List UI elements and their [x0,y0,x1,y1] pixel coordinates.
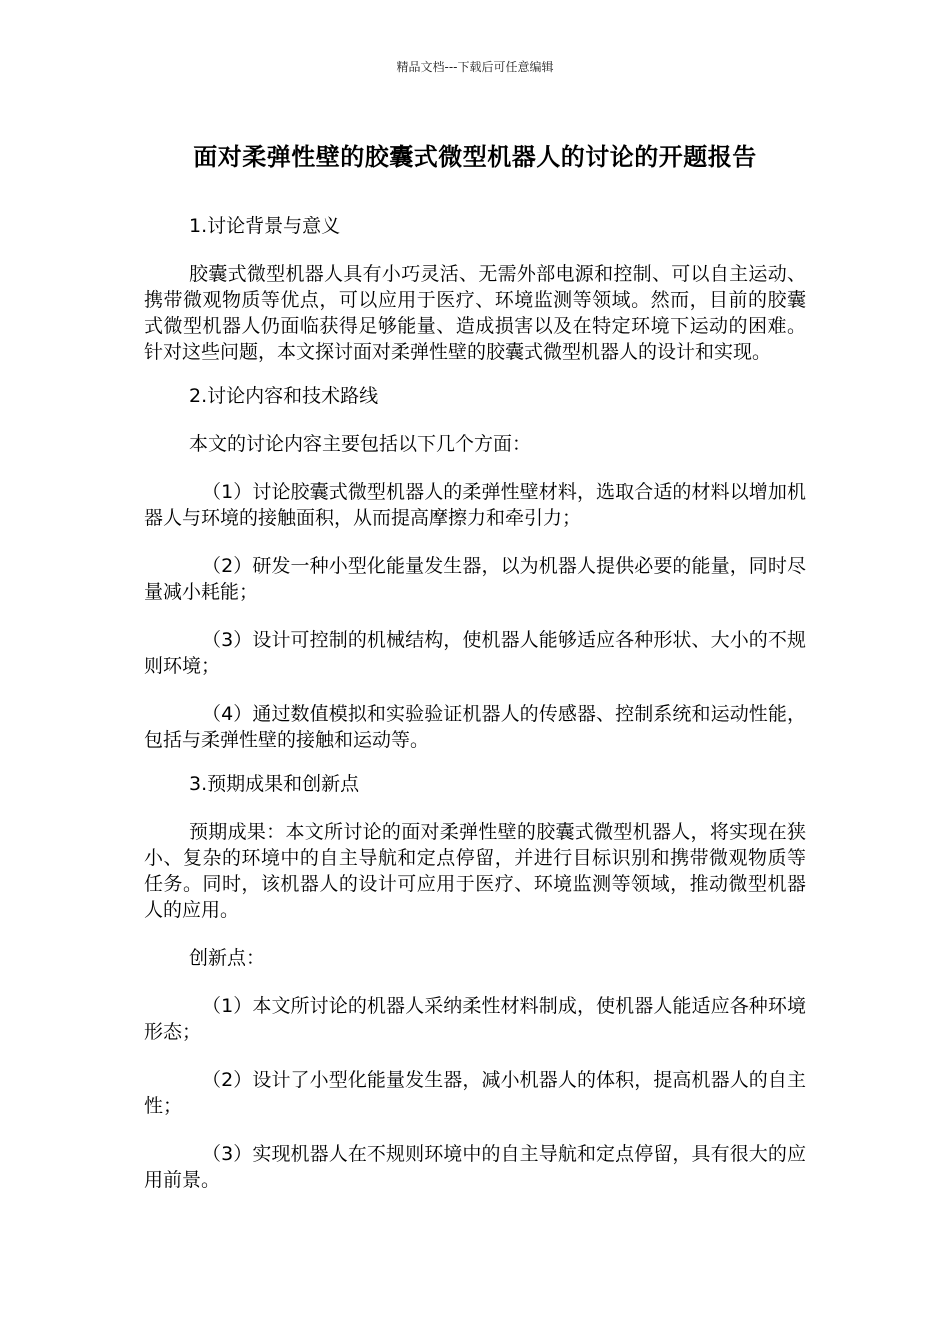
section-2-item: （3）设计可控制的机械结构，使机器人能够适应各种形状、大小的不规则环境； [144,629,806,677]
document-title: 面对柔弹性壁的胶囊式微型机器人的讨论的开题报告 [193,143,757,171]
section-2-item: （1）讨论胶囊式微型机器人的柔弹性壁材料，选取合适的材料以增加机器人与环境的接触面积，从而提高摩擦力和牵引力； [144,481,806,529]
innovation-label: 创新点： [189,947,266,969]
section-2-heading: 2.讨论内容和技术路线 [189,385,379,407]
innovation-item: （2）设计了小型化能量发生器，减小机器人的体积，提高机器人的自主性； [144,1069,806,1117]
section-2-item: （2）研发一种小型化能量发生器，以为机器人提供必要的能量，同时尽量减小耗能； [144,555,806,603]
page-header: 精品文档---下载后可任意编辑 [396,60,554,74]
section-3-heading: 3.预期成果和创新点 [189,773,360,795]
section-3-paragraph: 预期成果：本文所讨论的面对柔弹性壁的胶囊式微型机器人，将实现在狭小、复杂的环境中的自主导航和定点停留，并进行目标识别和携带微观物质等任务。同时，该机器人的设计可应用于医疗、环境监测等领域，推动微型机器人的应用。 [144,821,806,921]
section-1-heading: 1.讨论背景与意义 [189,215,341,237]
document-body [144,213,806,1193]
section-2-intro: 本文的讨论内容主要包括以下几个方面： [189,433,532,455]
innovation-item: （1）本文所讨论的机器人采纳柔性材料制成，使机器人能适应各种环境形态； [144,995,806,1043]
innovation-item: （3）实现机器人在不规则环境中的自主导航和定点停留，具有很大的应用前景。 [144,1143,806,1191]
section-1-paragraph: 胶囊式微型机器人具有小巧灵活、无需外部电源和控制、可以自主运动、携带微观物质等优点，可以应用于医疗、环境监测等领域。然而，目前的胶囊式微型机器人仍面临获得足够能量、造成损害以及在特定环境下运动的困难。针对这些问题，本文探讨面对柔弹性壁的胶囊式微型机器人的设计和实现。 [144,263,806,363]
section-2-item: （4）通过数值模拟和实验验证机器人的传感器、控制系统和运动性能，包括与柔弹性壁的接触和运动等。 [144,703,806,751]
